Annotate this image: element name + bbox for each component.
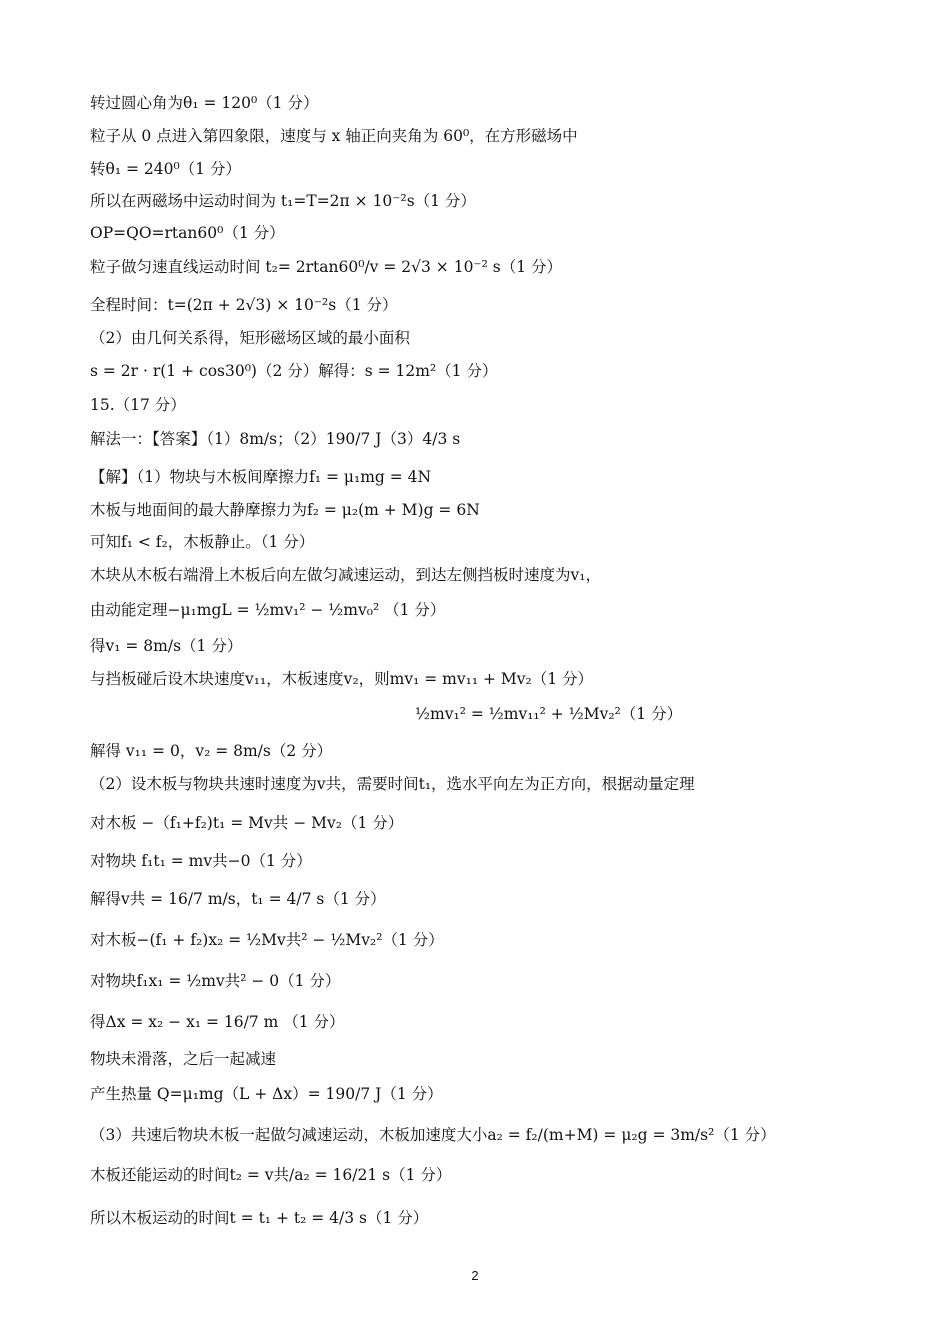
text-line: 对物块 f₁t₁ = mv共−0（1 分） bbox=[90, 852, 312, 870]
text-line: 粒子从 0 点进入第四象限，速度与 x 轴正向夹角为 60⁰，在方形磁场中 bbox=[90, 127, 578, 145]
text-line: s = 2r · r(1 + cos30⁰)（2 分）解得：s = 12m²（1 分） bbox=[90, 362, 498, 380]
text-line: 解得v共 = 16/7 m/s，t₁ = 4/7 s（1 分） bbox=[90, 890, 386, 908]
text-line: 粒子做匀速直线运动时间 t₂= 2rtan60⁰/v = 2√3 × 10⁻² s（1 分） bbox=[90, 258, 562, 276]
text-line: 15.（17 分） bbox=[90, 396, 186, 414]
text-line: 可知f₁ < f₂，木板静止。（1 分） bbox=[90, 533, 315, 551]
text-line: 转过圆心角为θ₁ = 120⁰（1 分） bbox=[90, 94, 319, 112]
text-line: 得v₁ = 8m/s（1 分） bbox=[90, 637, 243, 655]
text-line: （2）设木板与物块共速时速度为v共，需要时间t₁，选水平向左为正方向，根据动量定理 bbox=[90, 775, 695, 793]
text-line: 所以木板运动的时间t = t₁ + t₂ = 4/3 s（1 分） bbox=[90, 1209, 429, 1227]
text-line: OP=QO=rtan60⁰（1 分） bbox=[90, 224, 285, 242]
text-line: 解法一：【答案】（1）8m/s；（2）190/7 J（3）4/3 s bbox=[90, 430, 461, 448]
text-line: 全程时间：t=(2π + 2√3) × 10⁻²s（1 分） bbox=[90, 296, 398, 314]
text-line: （2）由几何关系得，矩形磁场区域的最小面积 bbox=[90, 329, 410, 347]
text-line: ½mv₁² = ½mv₁₁² + ½Mv₂²（1 分） bbox=[415, 705, 683, 723]
text-line: 转θ₁ = 240⁰（1 分） bbox=[90, 160, 241, 178]
text-line: （3）共速后物块木板一起做匀减速运动，木板加速度大小a₂ = f₂/(m+M) = μ₂g = 3m/s²（1 分） bbox=[90, 1126, 776, 1144]
text-line: 【解】（1）物块与木板间摩擦力f₁ = μ₁mg = 4N bbox=[90, 468, 432, 486]
text-line: 与挡板碰后设木块速度v₁₁，木板速度v₂，则mv₁ = mv₁₁ + Mv₂（1 分） bbox=[90, 670, 594, 688]
text-line: 木板与地面间的最大静摩擦力为f₂ = μ₂(m + M)g = 6N bbox=[90, 501, 480, 519]
text-line: 对木板−(f₁ + f₂)x₂ = ½Mv共² − ½Mv₂²（1 分） bbox=[90, 931, 444, 949]
text-line: 对木板 −（f₁+f₂)t₁ = Mv共 − Mv₂（1 分） bbox=[90, 814, 404, 832]
text-line: 物块未滑落，之后一起减速 bbox=[90, 1050, 277, 1068]
text-line: 对物块f₁x₁ = ½mv共² − 0（1 分） bbox=[90, 972, 341, 990]
text-line: 木板还能运动的时间t₂ = v共/a₂ = 16/21 s（1 分） bbox=[90, 1166, 452, 1184]
text-line: 所以在两磁场中运动时间为 t₁=T=2π × 10⁻²s（1 分） bbox=[90, 192, 476, 210]
text-line: 解得 v₁₁ = 0，v₂ = 8m/s（2 分） bbox=[90, 742, 333, 760]
text-line: 得Δx = x₂ − x₁ = 16/7 m （1 分） bbox=[90, 1013, 345, 1031]
page-number: 2 bbox=[471, 1268, 479, 1283]
text-line: 木块从木板右端滑上木板后向左做匀减速运动，到达左侧挡板时速度为v₁， bbox=[90, 566, 601, 584]
text-line: 由动能定理−μ₁mgL = ½mv₁² − ½mv₀² （1 分） bbox=[90, 601, 446, 619]
text-line: 产生热量 Q=μ₁mg（L + Δx）= 190/7 J（1 分） bbox=[90, 1085, 443, 1103]
